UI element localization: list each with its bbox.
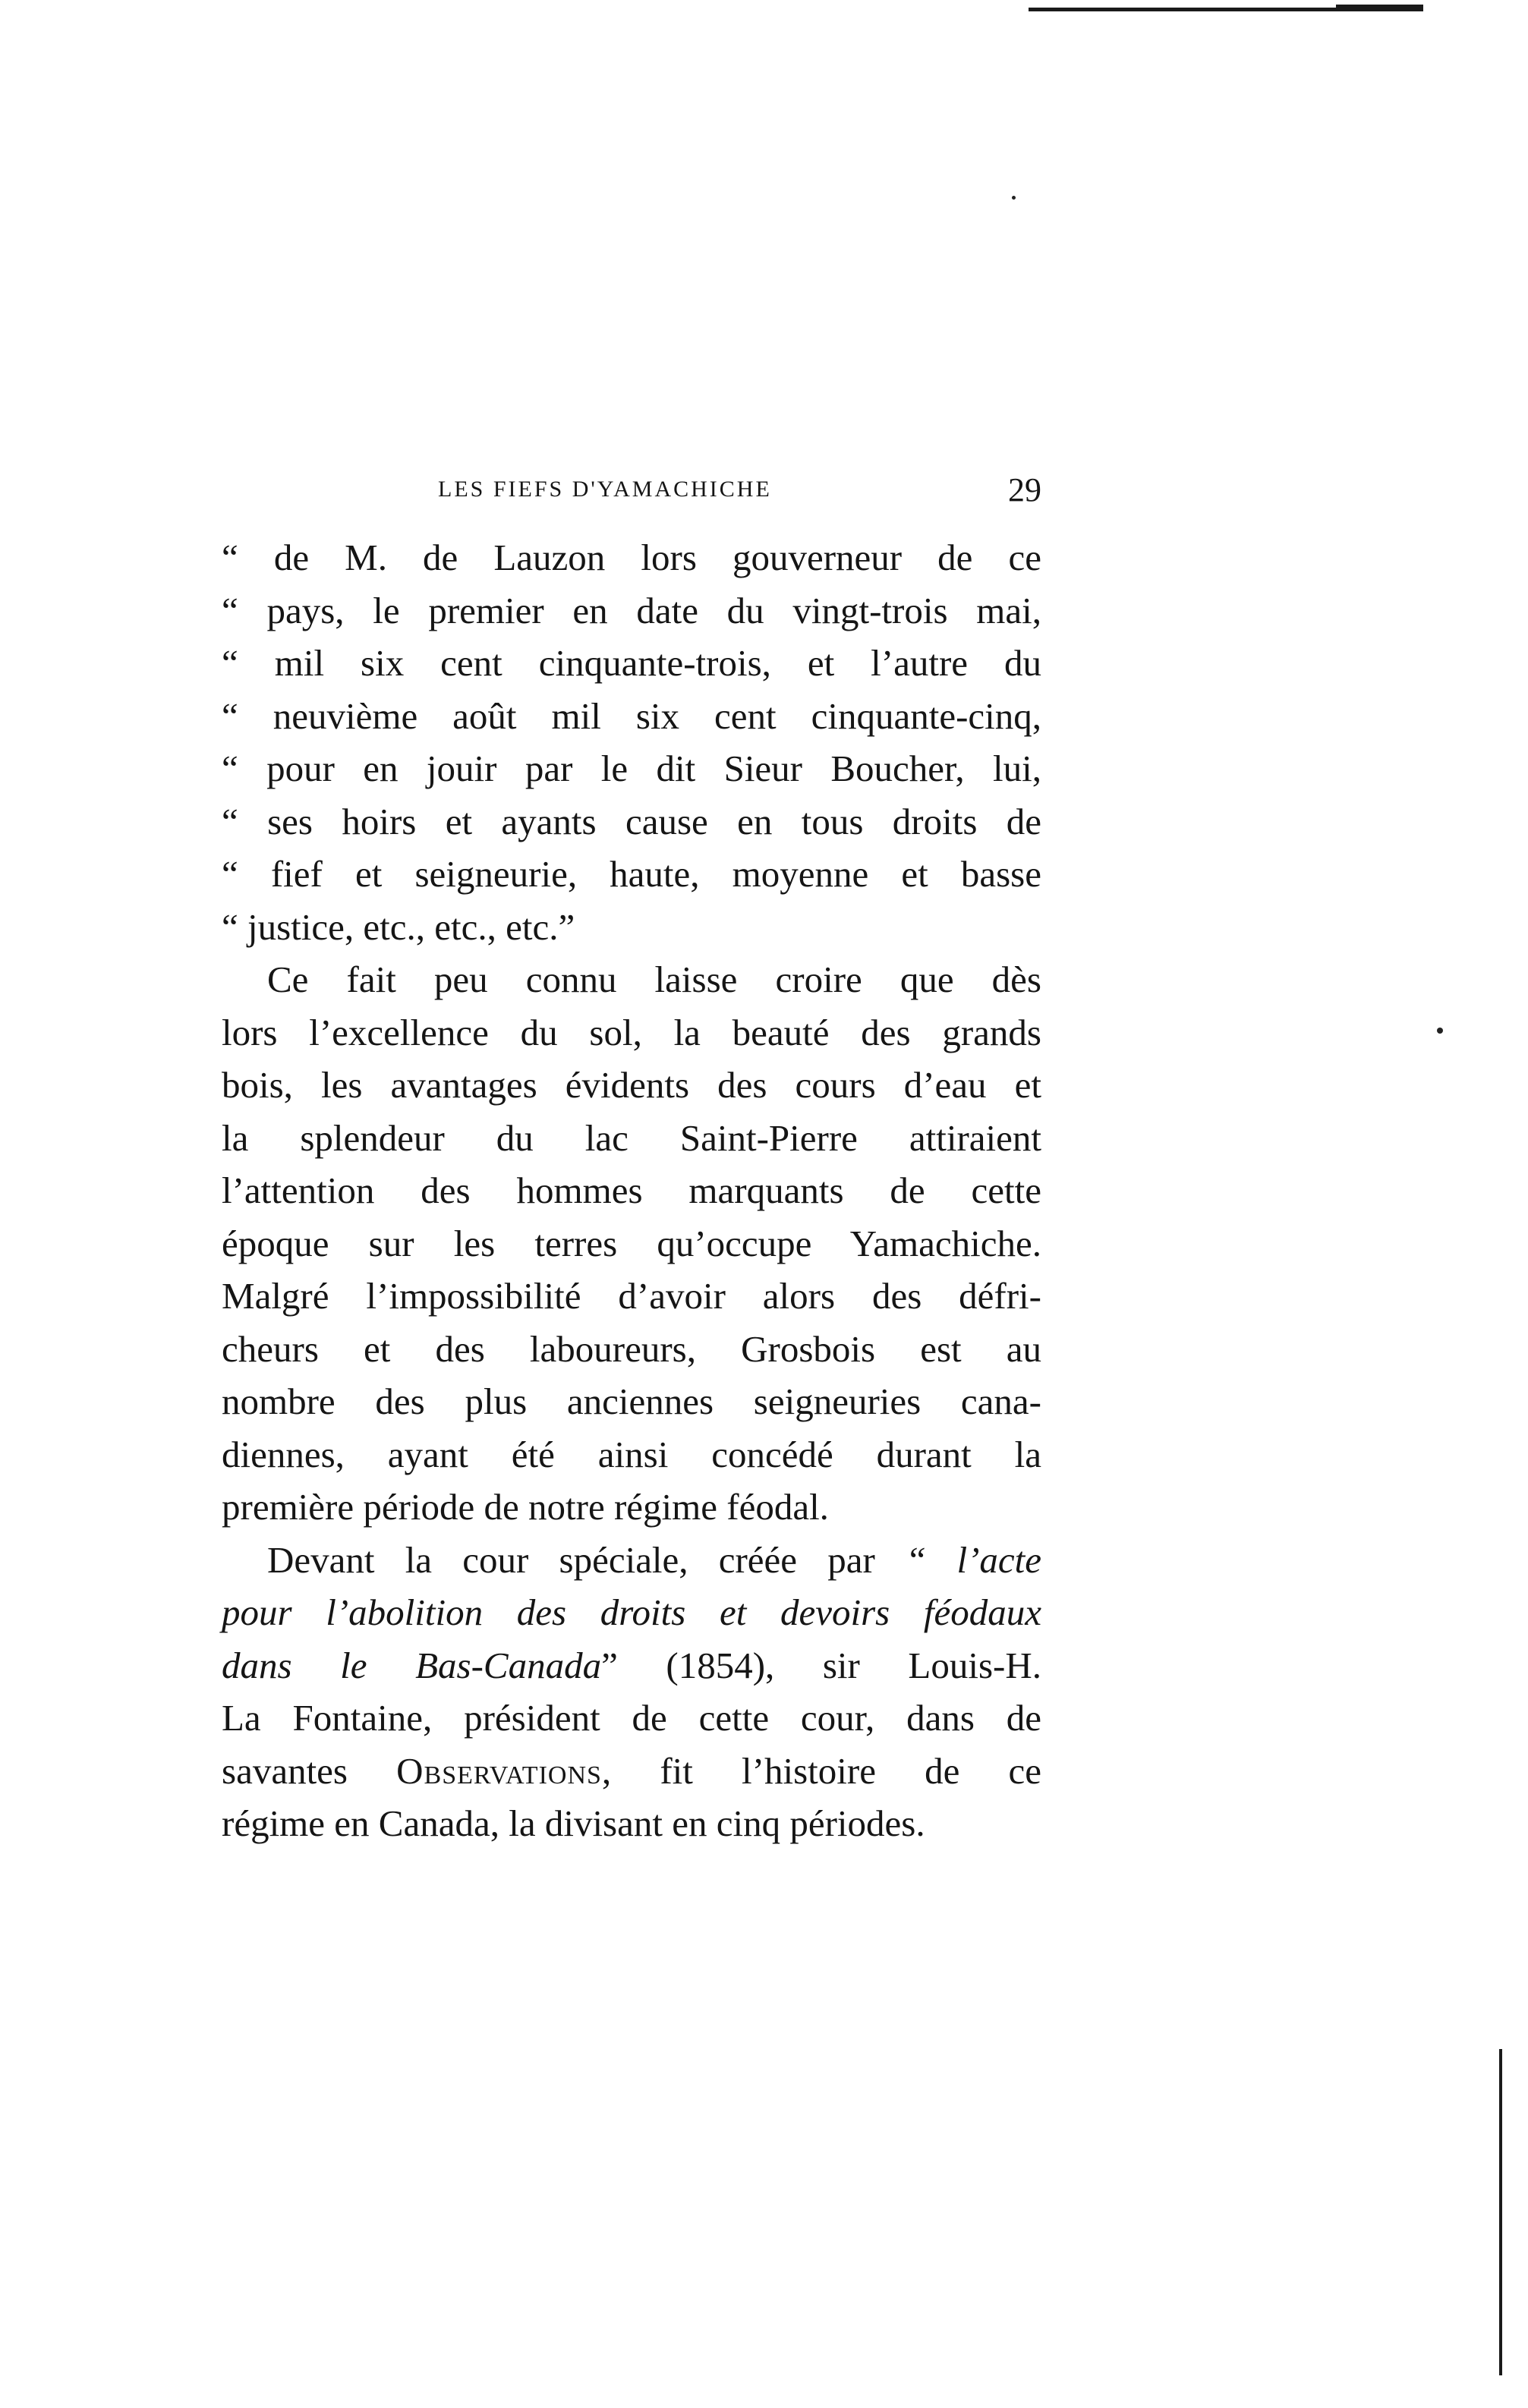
- page-number: 29: [1008, 471, 1041, 508]
- text-line: cheurs et des laboureurs, Grosbois est au: [222, 1327, 1041, 1370]
- text-line: [222, 1639, 1041, 1692]
- paragraph-grosbois: [222, 953, 1041, 1534]
- top-edge-rule-thin: [1336, 5, 1423, 11]
- text-line: “ justice, etc., etc., etc.”: [222, 905, 575, 948]
- text-line: l’attention des hommes marquants de cette: [222, 1169, 1041, 1211]
- text-fragment: , fit l’histoire de ce: [601, 1749, 1041, 1792]
- text-line: Malgré l’impossibilité d’avoir alors des défri-: [222, 1275, 1041, 1317]
- text-line: [222, 1534, 1041, 1587]
- text-line: nombre des plus anciennes seigneuries cana-: [222, 1380, 1041, 1422]
- text-line: diennes, ayant été ainsi concédé durant la: [222, 1433, 1041, 1475]
- paragraph-quotation: [222, 531, 1041, 953]
- italic-act-title: pour l’abolition des droits et devoirs féodaux: [222, 1591, 1041, 1633]
- text-line: “ fief et seigneurie, haute, moyenne et basse: [222, 853, 1041, 895]
- body-text: [222, 531, 1041, 1850]
- text-line: “ neuvième août mil six cent cinquante-cinq,: [222, 694, 1041, 737]
- text-fragment: savantes: [222, 1749, 397, 1792]
- italic-act-title: dans le Bas-Canada: [222, 1644, 602, 1686]
- text-line: “ pour en jouir par le dit Sieur Boucher, lui,: [222, 748, 1041, 789]
- text-line: “ ses hoirs et ayants cause en tous droits de: [222, 800, 1041, 842]
- text-line: époque sur les terres qu’occupe Yamachiche.: [222, 1222, 1041, 1264]
- paragraph-cour-speciale: [222, 1534, 1041, 1850]
- text-line: Ce fait peu connu laisse croire que dès: [267, 958, 1041, 1000]
- small-caps-observations: Observations: [396, 1749, 602, 1792]
- text-line: lors l’excellence du sol, la beauté des grands: [222, 1011, 1041, 1053]
- right-edge-rule: [1499, 2049, 1502, 2375]
- text-fragment: Devant la cour spéciale, créée par: [267, 1538, 906, 1581]
- running-title: LES FIEFS D'YAMACHICHE: [438, 477, 772, 502]
- scan-speck: [1012, 196, 1016, 200]
- text-line: régime en Canada, la divisant en cinq périodes.: [222, 1802, 925, 1844]
- text-line: “ pays, le premier en date du vingt-trois mai,: [222, 589, 1041, 631]
- scan-speck: [1437, 1028, 1443, 1034]
- italic-act-title: “ l’acte: [906, 1538, 1042, 1581]
- text-line: [222, 1745, 1041, 1798]
- text-line: La Fontaine, président de cette cour, dans de: [222, 1697, 1041, 1739]
- page-header: [222, 471, 1041, 516]
- text-line: “ mil six cent cinquante-trois, et l’autre du: [222, 642, 1041, 684]
- text-fragment: ” (1854), sir Louis-H.: [601, 1644, 1041, 1686]
- text-line: bois, les avantages évidents des cours d’eau et: [222, 1064, 1041, 1106]
- text-line: [222, 1586, 1041, 1639]
- text-line: la splendeur du lac Saint-Pierre attiraient: [222, 1116, 1041, 1159]
- text-line: première période de notre régime féodal.: [222, 1486, 829, 1528]
- text-line: “ de M. de Lauzon lors gouverneur de ce: [222, 537, 1041, 578]
